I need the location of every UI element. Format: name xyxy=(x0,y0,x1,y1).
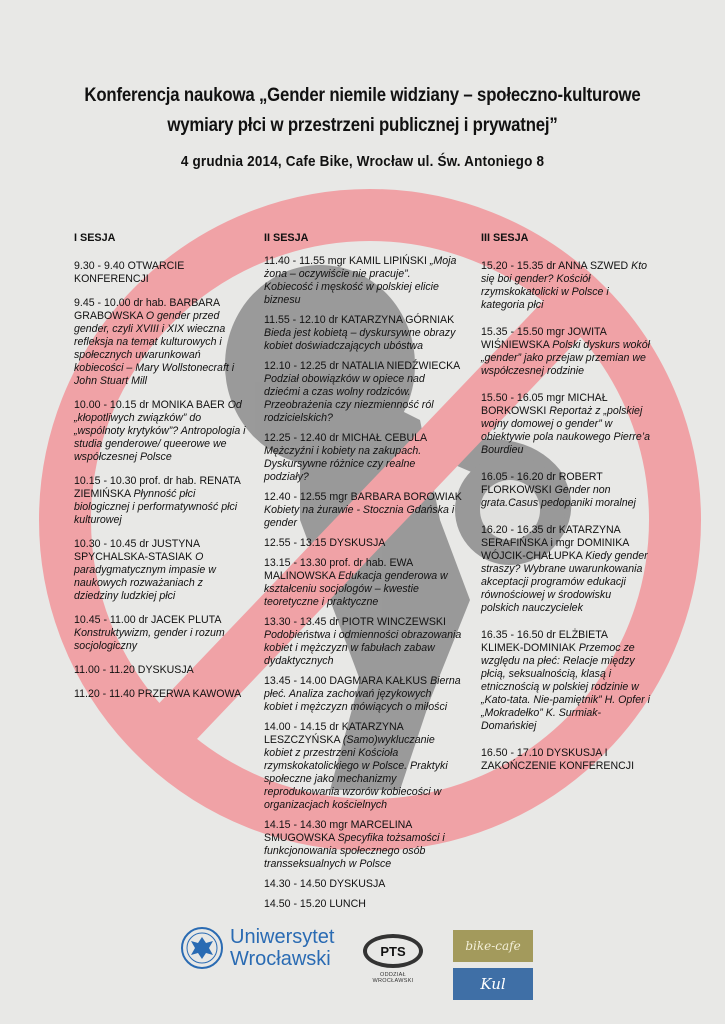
title-line-1: Konferencja naukowa „Gender niemile widziany – społeczno-kulturowe xyxy=(84,84,641,106)
sponsor-logos xyxy=(0,920,725,1024)
kul-logo: Kul xyxy=(453,968,533,1000)
university-eagle-icon xyxy=(180,926,224,970)
agenda-item: 12.55 - 13.15 DYSKUSJA xyxy=(264,537,386,549)
session-heading: III SESJA xyxy=(481,232,529,244)
conference-date-venue: 4 grudnia 2014, Cafe Bike, Wrocław ul. Św. Antoniego 8 xyxy=(180,153,545,170)
title-line-2: wymiary płci w przestrzeni publicznej i prywatnej” xyxy=(167,114,558,136)
session-heading: I SESJA xyxy=(74,232,116,244)
agenda-item: 12.40 - 12.55 mgr BARBARA BOROWIAK Kobiety na żurawie - Stocznia Gdańska i gender xyxy=(264,491,462,529)
agenda-item: 14.50 - 15.20 LUNCH xyxy=(264,898,366,910)
agenda-item: 11.40 - 11.55 mgr KAMIL LIPIŃSKI „Moja żona – oczywiście nie pracuje”. Kobiecość i męskość w polskiej elicie biznesu xyxy=(264,255,457,306)
agenda-item: 14.00 - 14.15 dr KATARZYNA LESZCZYŃSKA (Samo)wykluczanie kobiet z przestrzeni Kościoła rzymskokatolickiego w Polsce. Praktyki społeczne jako mechanizmy reprodukowania wzorów kobiecości w organizacjach kościelnych xyxy=(264,721,448,811)
agenda-item: 13.30 - 13.45 dr PIOTR WINCZEWSKI Podobieństwa i odmienności obrazowania kobiet i mężczyzn w fabułach zabaw dydaktycznych xyxy=(264,616,462,667)
agenda-item: 11.20 - 11.40 PRZERWA KAWOWA xyxy=(74,688,242,700)
agenda-item: 16.20 - 16.35 dr KATARZYNA SERAFIŃSKA i mgr DOMINIKA WÓJCIK-CHAŁUPKA Kiedy gender straszy? Wybrane uwarunkowania akceptacji programów edukacji równościowej w środowisku polskich nauczycielek xyxy=(481,524,648,614)
session-1-column xyxy=(74,232,249,712)
agenda-item: 10.45 - 11.00 dr JACEK PLUTA Konstruktywizm, gender i rozum socjologiczny xyxy=(74,614,225,652)
agenda-item: 13.45 - 14.00 DAGMARA KAŁKUS Bierna płeć. Analiza zachowań językowych kobiet i mężczyzn mówiących o miłości xyxy=(264,675,461,713)
pts-logo xyxy=(360,934,426,984)
agenda-item: 10.15 - 10.30 prof. dr hab. RENATA ZIEMIŃSKA Płynność płci biologicznej i performatywność płci kulturowej xyxy=(74,475,241,526)
conference-title xyxy=(68,80,657,140)
agenda-item: 15.50 - 16.05 mgr MICHAŁ BORKOWSKI Reportaż z „polskiej wojny domowej o gender” w obiektywie pola naukowego Pierre’a Bourdieu xyxy=(481,392,651,456)
agenda-item: 12.10 - 12.25 dr NATALIA NIEDŹWIECKA Podział obowiązków w opiece nad dziećmi a czas wolny rodziców. Przeobrażenia czy niezmienność ról rodzicielskich? xyxy=(264,360,460,424)
agenda-item: 10.30 - 10.45 dr JUSTYNA SPYCHALSKA-STASIAK O paradygmatycznym impasie w naukowych rozważaniach z dziedziny ludzkiej płci xyxy=(74,538,216,602)
agenda-item: 14.30 - 14.50 DYSKUSJA xyxy=(264,878,386,890)
agenda-item: 10.00 - 10.15 dr MONIKA BAER Od „kłopotliwych związków” do „wspólnoty krytyków”? Antropologia i studia genderowe/ queerowe we współczesnej Polsce xyxy=(74,399,246,463)
agenda-item: 9.45 - 10.00 dr hab. BARBARA GRABOWSKA O gender przed gender, czyli XVIII i XIX wieczna refleksja na temat kulturowych i społecznych uwarunkowań kobiecości – Mary Wollstonecraft i John Stuart Mill xyxy=(74,297,235,387)
pts-mark: PTS xyxy=(363,934,423,968)
uwr-logo xyxy=(180,926,334,970)
agenda-item: 16.05 - 16.20 dr ROBERT FLORKOWSKI Gender non grata.Casus pedopaniki moralnej xyxy=(481,471,636,509)
agenda-item: 14.15 - 14.30 mgr MARCELINA SMUGOWSKA Specyfika tożsamości i funkcjonowania społecznego osób transseksualnych w Polsce xyxy=(264,819,445,870)
agenda-item: 9.30 - 9.40 OTWARCIE KONFERENCJI xyxy=(74,260,185,285)
agenda-item: 16.50 - 17.10 DYSKUSJA I ZAKOŃCZENIE KONFERENCJI xyxy=(481,747,635,772)
uwr-name-line-2: Wrocławski xyxy=(230,948,331,970)
agenda-item: 15.20 - 15.35 dr ANNA SZWED Kto się boi gender? Kościół rzymskokatolicki w Polsce i kategoria płci xyxy=(481,260,648,311)
agenda-item: 16.35 - 16.50 dr ELŻBIETA KLIMEK-DOMINIAK Przemoc ze względu na płeć: Relacje między płcią, seksualnością, klasą i etnicznością w polskiej rodzinie w „Kato-tata. Nie-pamiętnik” H. Opfer i „Mokradełko” K. Surmiak-Domańskiej xyxy=(481,629,650,732)
agenda-item: 11.00 - 11.20 DYSKUSJA xyxy=(74,664,194,676)
uwr-name-line-1: Uniwersytet xyxy=(230,926,335,948)
pts-branch-label: ODDZIAŁ WROCŁAWSKI xyxy=(372,972,414,984)
session-heading: II SESJA xyxy=(264,232,309,244)
agenda-item: 12.25 - 12.40 dr MICHAŁ CEBULA Mężczyźni i kobiety na zakupach. Dyskursywne różnice czy realne podziały? xyxy=(264,432,427,483)
bike-cafe-logo: bike-cafe xyxy=(453,930,533,962)
agenda-item: 13.15 - 13.30 prof. dr hab. EWA MALINOWSKA Edukacja genderowa w kształceniu socjologów – kwestie teoretyczne i praktyczne xyxy=(264,557,448,608)
agenda-item: 11.55 - 12.10 dr KATARZYNA GÓRNIAK Bieda jest kobietą – dyskursywne obrazy kobiet doświadczających ubóstwa xyxy=(264,314,456,352)
agenda-item: 15.35 - 15.50 mgr JOWITA WIŚNIEWSKA Polski dyskurs wokół „gender” jako przejaw przemian we współczesnej rodzinie xyxy=(481,326,650,377)
session-3-column xyxy=(481,232,651,787)
session-2-column xyxy=(264,232,462,918)
